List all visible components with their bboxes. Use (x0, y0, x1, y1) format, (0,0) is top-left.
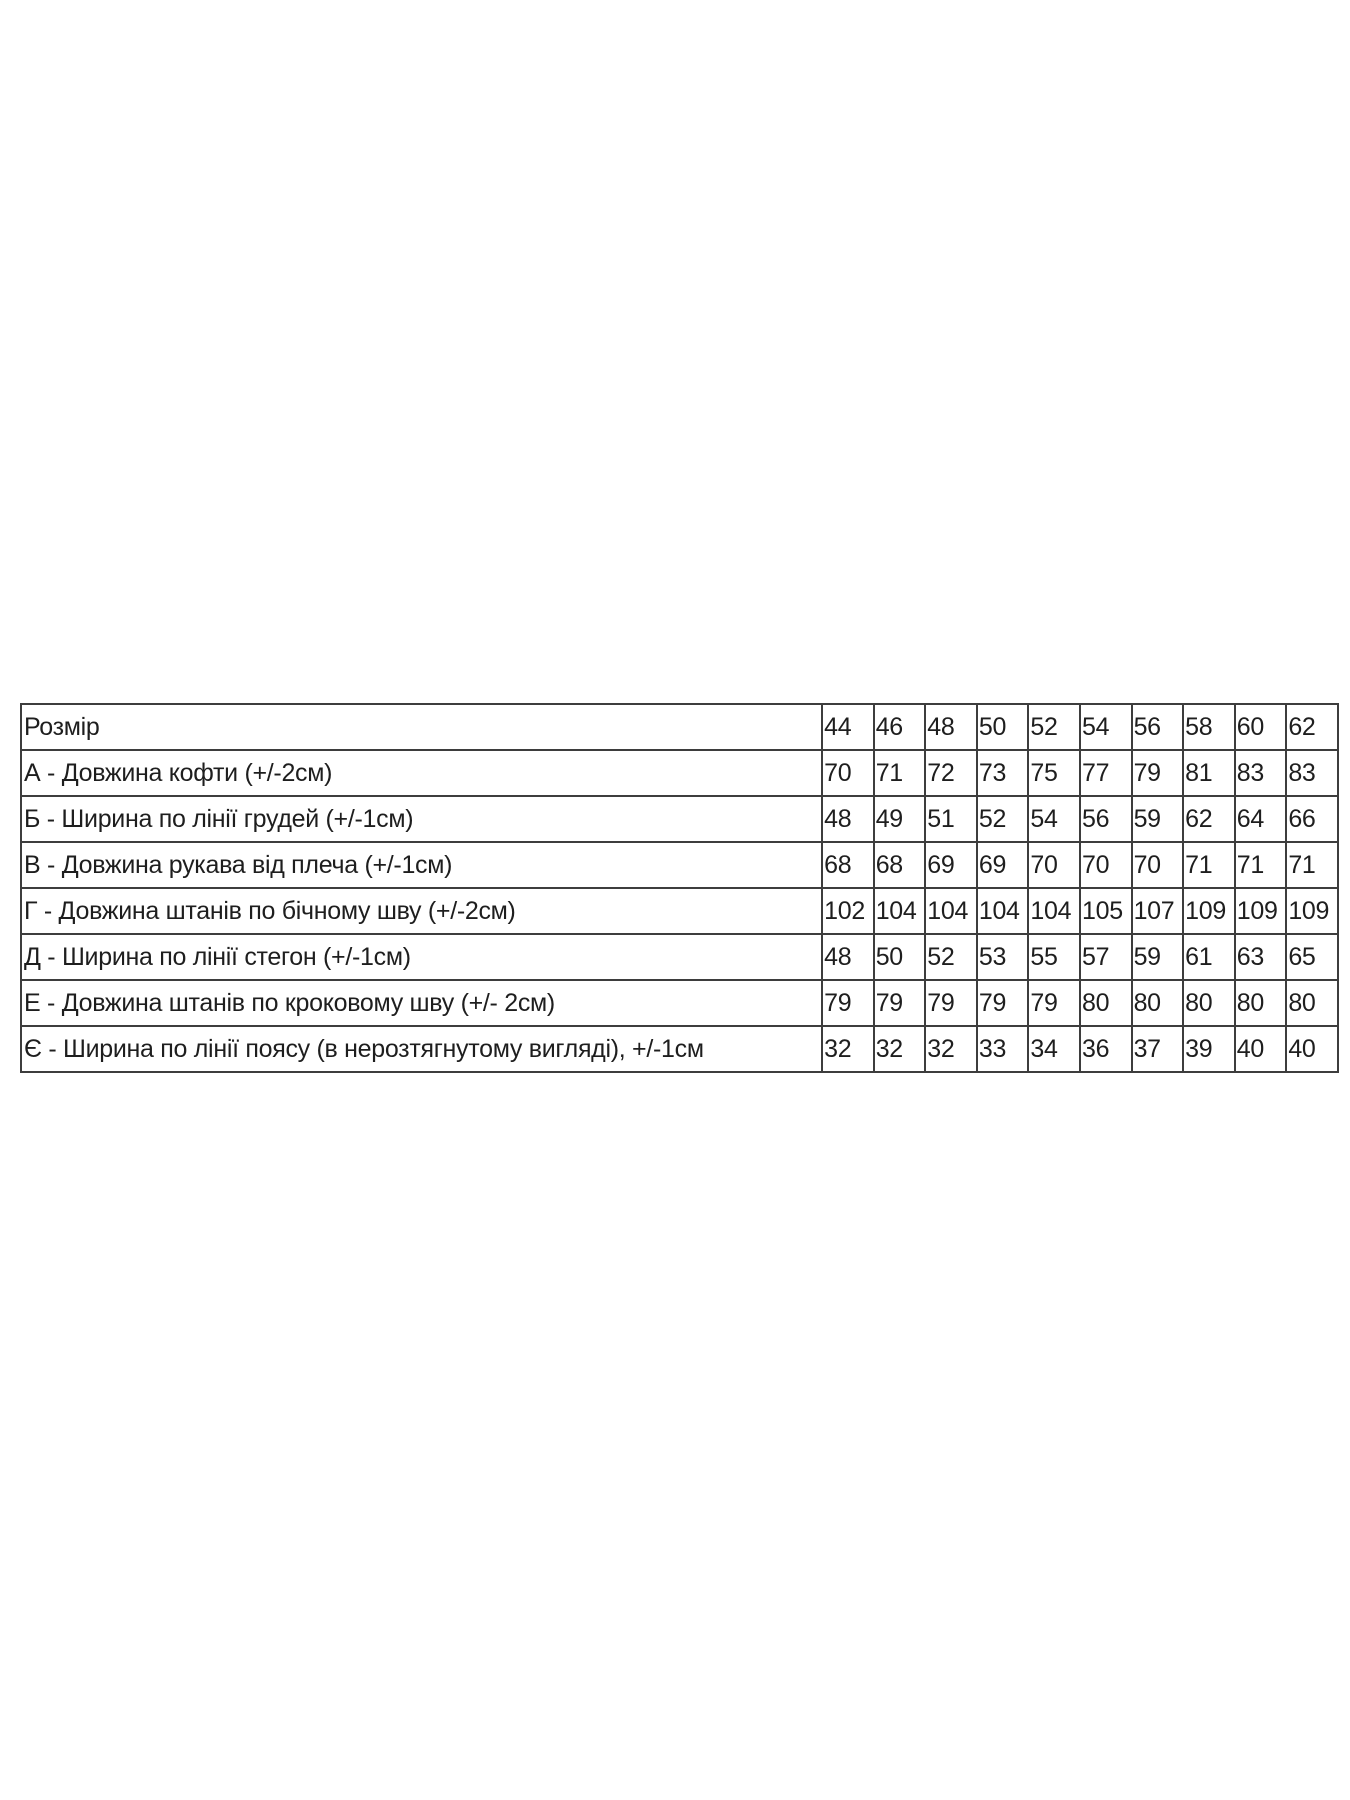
measurement-value-cell: 57 (1080, 934, 1132, 980)
measurement-value-cell: 50 (874, 934, 926, 980)
measurement-value-cell: 75 (1028, 750, 1080, 796)
measurement-value-cell: 104 (874, 888, 926, 934)
measurement-label-cell: А - Довжина кофти (+/-2см) (21, 750, 822, 796)
measurement-value-cell: 40 (1286, 1026, 1338, 1072)
table-row (21, 888, 1338, 934)
measurement-value-cell: 79 (925, 980, 977, 1026)
size-chart-body (21, 704, 1338, 1072)
measurement-value-cell: 80 (1132, 980, 1184, 1026)
measurement-value-cell: 71 (1286, 842, 1338, 888)
header-label-cell: Розмір (21, 704, 822, 750)
measurement-value-cell: 55 (1028, 934, 1080, 980)
measurement-value-cell: 63 (1235, 934, 1287, 980)
measurement-value-cell: 48 (822, 934, 874, 980)
measurement-value-cell: 72 (925, 750, 977, 796)
measurement-value-cell: 102 (822, 888, 874, 934)
measurement-value-cell: 81 (1183, 750, 1235, 796)
table-row (21, 842, 1338, 888)
measurement-value-cell: 65 (1286, 934, 1338, 980)
measurement-value-cell: 83 (1286, 750, 1338, 796)
size-cell: 50 (977, 704, 1029, 750)
measurement-value-cell: 69 (977, 842, 1029, 888)
measurement-label-cell: В - Довжина рукава від плеча (+/-1см) (21, 842, 822, 888)
measurement-value-cell: 70 (1028, 842, 1080, 888)
measurement-value-cell: 32 (925, 1026, 977, 1072)
measurement-value-cell: 109 (1183, 888, 1235, 934)
table-row (21, 1026, 1338, 1072)
measurement-value-cell: 59 (1132, 796, 1184, 842)
measurement-value-cell: 70 (1132, 842, 1184, 888)
size-cell: 48 (925, 704, 977, 750)
measurement-value-cell: 71 (1235, 842, 1287, 888)
measurement-value-cell: 83 (1235, 750, 1287, 796)
measurement-value-cell: 52 (977, 796, 1029, 842)
measurement-value-cell: 32 (874, 1026, 926, 1072)
measurement-value-cell: 80 (1286, 980, 1338, 1026)
measurement-label-cell: Б - Ширина по лінії грудей (+/-1см) (21, 796, 822, 842)
size-cell: 54 (1080, 704, 1132, 750)
measurement-value-cell: 34 (1028, 1026, 1080, 1072)
measurement-label-cell: Є - Ширина по лінії поясу (в нерозтягнутому вигляді), +/-1см (21, 1026, 822, 1072)
table-row (21, 980, 1338, 1026)
measurement-value-cell: 71 (874, 750, 926, 796)
size-cell: 58 (1183, 704, 1235, 750)
measurement-value-cell: 70 (822, 750, 874, 796)
size-cell: 44 (822, 704, 874, 750)
measurement-value-cell: 104 (1028, 888, 1080, 934)
measurement-value-cell: 32 (822, 1026, 874, 1072)
measurement-value-cell: 80 (1080, 980, 1132, 1026)
measurement-value-cell: 64 (1235, 796, 1287, 842)
measurement-value-cell: 68 (822, 842, 874, 888)
size-cell: 62 (1286, 704, 1338, 750)
size-cell: 52 (1028, 704, 1080, 750)
measurement-value-cell: 59 (1132, 934, 1184, 980)
measurement-value-cell: 107 (1132, 888, 1184, 934)
measurement-value-cell: 53 (977, 934, 1029, 980)
measurement-value-cell: 54 (1028, 796, 1080, 842)
measurement-value-cell: 70 (1080, 842, 1132, 888)
measurement-value-cell: 80 (1183, 980, 1235, 1026)
measurement-value-cell: 109 (1286, 888, 1338, 934)
measurement-value-cell: 40 (1235, 1026, 1287, 1072)
measurement-value-cell: 71 (1183, 842, 1235, 888)
size-cell: 56 (1132, 704, 1184, 750)
size-chart-table (20, 703, 1339, 1073)
measurement-value-cell: 109 (1235, 888, 1287, 934)
measurement-value-cell: 36 (1080, 1026, 1132, 1072)
measurement-value-cell: 37 (1132, 1026, 1184, 1072)
measurement-value-cell: 79 (874, 980, 926, 1026)
measurement-value-cell: 80 (1235, 980, 1287, 1026)
measurement-value-cell: 51 (925, 796, 977, 842)
table-header-row (21, 704, 1338, 750)
table-row (21, 750, 1338, 796)
measurement-label-cell: Д - Ширина по лінії стегон (+/-1см) (21, 934, 822, 980)
table-row (21, 934, 1338, 980)
measurement-value-cell: 73 (977, 750, 1029, 796)
measurement-label-cell: Г - Довжина штанів по бічному шву (+/-2см) (21, 888, 822, 934)
measurement-value-cell: 104 (925, 888, 977, 934)
measurement-value-cell: 49 (874, 796, 926, 842)
measurement-value-cell: 66 (1286, 796, 1338, 842)
measurement-value-cell: 52 (925, 934, 977, 980)
table-row (21, 796, 1338, 842)
measurement-value-cell: 61 (1183, 934, 1235, 980)
measurement-value-cell: 62 (1183, 796, 1235, 842)
size-cell: 46 (874, 704, 926, 750)
measurement-value-cell: 79 (1132, 750, 1184, 796)
measurement-value-cell: 79 (822, 980, 874, 1026)
measurement-value-cell: 56 (1080, 796, 1132, 842)
measurement-value-cell: 105 (1080, 888, 1132, 934)
measurement-value-cell: 39 (1183, 1026, 1235, 1072)
measurement-value-cell: 79 (977, 980, 1029, 1026)
measurement-value-cell: 69 (925, 842, 977, 888)
measurement-value-cell: 77 (1080, 750, 1132, 796)
size-cell: 60 (1235, 704, 1287, 750)
measurement-value-cell: 48 (822, 796, 874, 842)
measurement-value-cell: 33 (977, 1026, 1029, 1072)
measurement-value-cell: 79 (1028, 980, 1080, 1026)
measurement-label-cell: Е - Довжина штанів по кроковому шву (+/- 2см) (21, 980, 822, 1026)
measurement-value-cell: 104 (977, 888, 1029, 934)
measurement-value-cell: 68 (874, 842, 926, 888)
